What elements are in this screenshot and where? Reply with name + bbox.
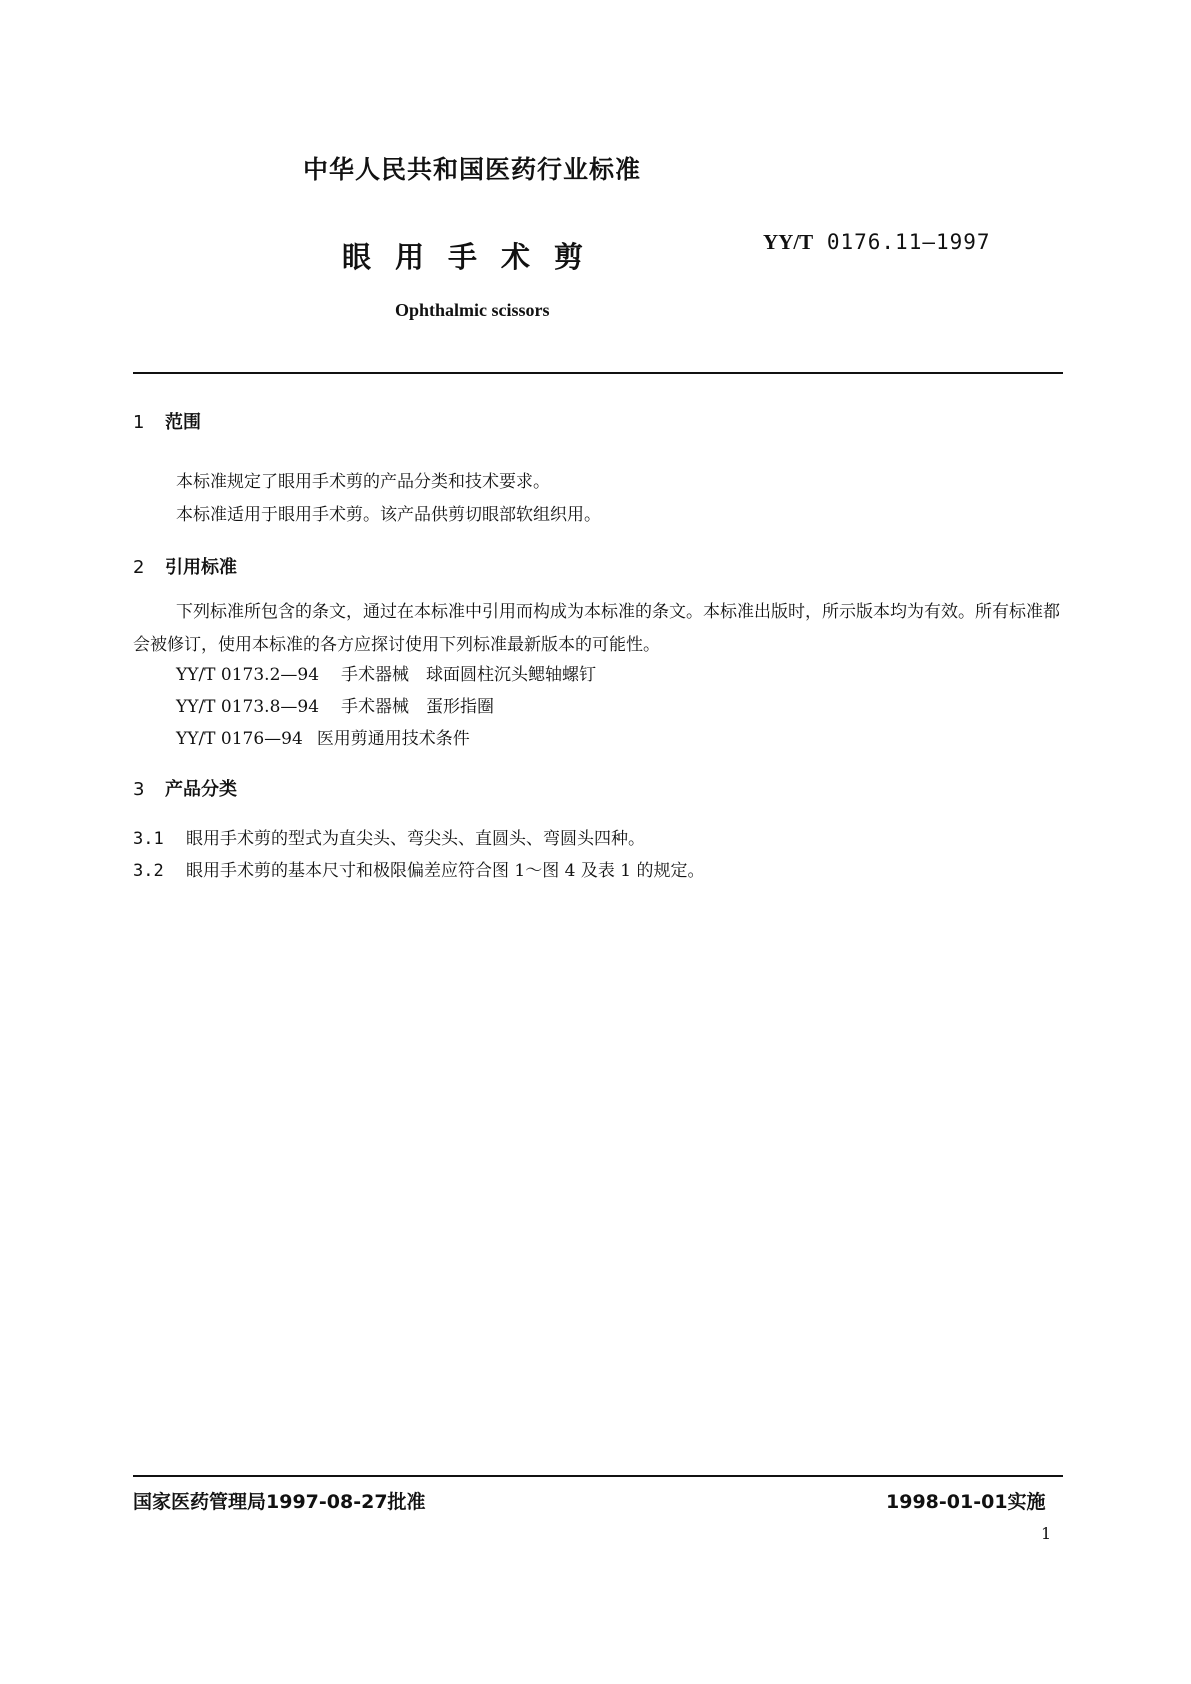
footer-divider bbox=[133, 1475, 1063, 1477]
section-title: 范围 bbox=[165, 412, 201, 433]
document-title-english: Ophthalmic scissors bbox=[395, 300, 550, 320]
clause-3-1 bbox=[133, 824, 645, 849]
reference-code: YY/T 0173.2—94 bbox=[176, 665, 320, 685]
section-3-heading bbox=[133, 775, 237, 801]
document-title-chinese: 眼用手术剪 bbox=[342, 240, 608, 274]
reference-title: 手术器械 蛋形指圈 bbox=[341, 697, 495, 717]
reference-item bbox=[176, 660, 596, 685]
section-1-line-2: 本标准适用于眼用手术剪。该产品供剪切眼部软组织用。 bbox=[176, 505, 601, 525]
standard-code-number: 0176.11—1997 bbox=[813, 230, 991, 254]
reference-code: YY/T 0176—94 bbox=[176, 729, 303, 749]
effective-date: 1998-01-01实施 bbox=[886, 1491, 1046, 1513]
section-1-heading bbox=[133, 408, 201, 434]
standard-code bbox=[763, 230, 991, 255]
reference-item bbox=[176, 692, 494, 717]
section-title: 产品分类 bbox=[165, 779, 237, 800]
approval-statement: 国家医药管理局1997-08-27批准 bbox=[133, 1491, 426, 1513]
clause-text: 眼用手术剪的型式为直尖头、弯尖头、直圆头、弯圆头四种。 bbox=[186, 829, 645, 849]
section-number: 1 bbox=[133, 412, 145, 433]
issuing-organization-title: 中华人民共和国医药行业标准 bbox=[303, 155, 642, 184]
section-title: 引用标准 bbox=[165, 557, 237, 578]
section-number: 2 bbox=[133, 557, 145, 578]
page-number: 1 bbox=[1041, 1524, 1052, 1543]
clause-text: 眼用手术剪的基本尺寸和极限偏差应符合图 1～图 4 及表 1 的规定。 bbox=[186, 861, 705, 881]
reference-item bbox=[176, 724, 470, 749]
clause-number: 3.1 bbox=[133, 829, 164, 849]
section-1-line-1: 本标准规定了眼用手术剪的产品分类和技术要求。 bbox=[176, 472, 550, 492]
section-2-paragraph: 下列标准所包含的条文，通过在本标准中引用而构成为本标准的条文。本标准出版时，所示版本均为有效。所有标准都会被修订，使用本标准的各方应探讨使用下列标准最新版本的可能性。 bbox=[133, 602, 1060, 655]
section-number: 3 bbox=[133, 779, 145, 800]
clause-3-2 bbox=[133, 856, 704, 881]
standard-code-prefix: YY/T bbox=[763, 230, 814, 254]
section-2-heading bbox=[133, 553, 237, 579]
reference-title: 医用剪通用技术条件 bbox=[316, 729, 470, 749]
reference-code: YY/T 0173.8—94 bbox=[176, 697, 320, 717]
header-divider bbox=[133, 372, 1063, 374]
reference-title: 手术器械 球面圆柱沉头鳃轴螺钉 bbox=[341, 665, 597, 685]
clause-number: 3.2 bbox=[133, 861, 164, 881]
